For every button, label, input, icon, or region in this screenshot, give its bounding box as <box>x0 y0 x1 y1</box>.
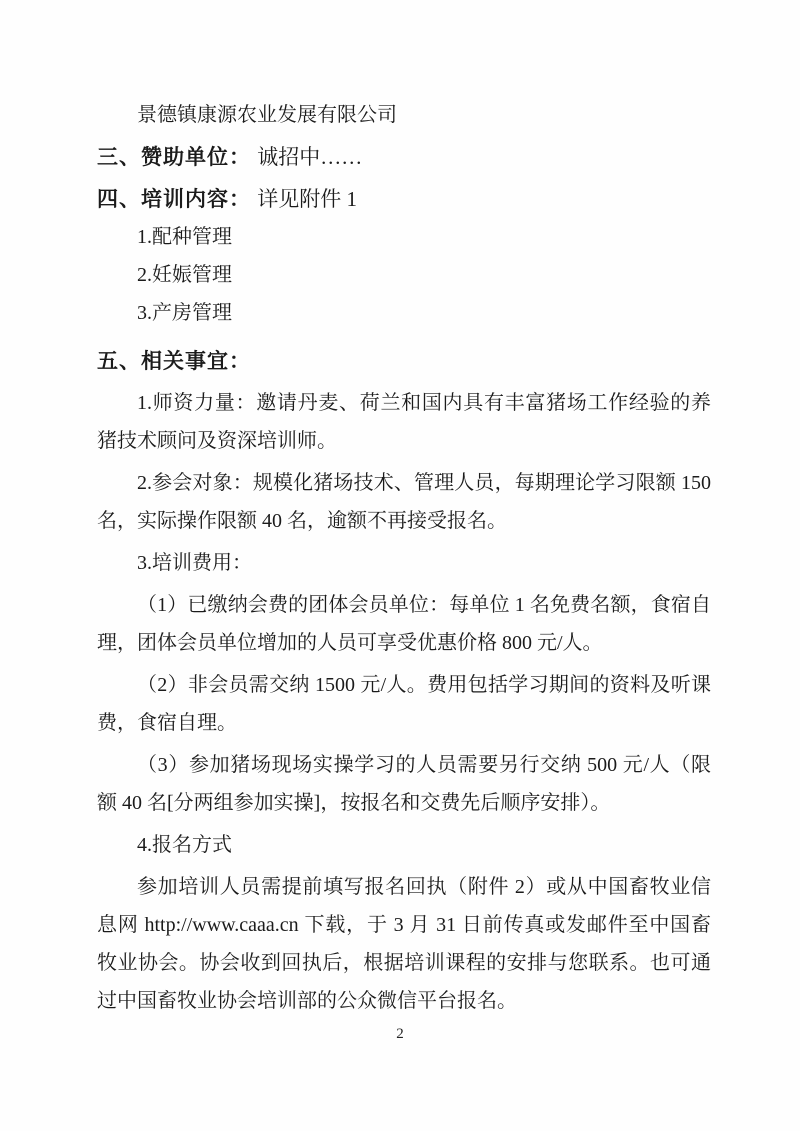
section-heading-sponsor-value: 诚招中…… <box>257 145 363 169</box>
paragraph-fee-nonmember: （2）非会员需交纳 1500 元/人。费用包括学习期间的资料及听课费，食宿自理。 <box>97 674 711 734</box>
company-name-line: 景德镇康源农业发展有限公司 <box>137 104 397 126</box>
section-heading-content <box>97 180 711 218</box>
training-content-item: 2.妊娠管理 <box>137 264 232 286</box>
paragraph-registration-detail: 参加培训人员需提前填写报名回执（附件 2）或从中国畜牧业信息网 http://www.caaa.cn 下载，于 3 月 31 日前传真或发邮件至中国畜牧业协会。协会收到回执后，根据培训课程的安排与您联系。也可通过中国畜牧业协会培训部的公众微信平台报名。 <box>97 876 711 1012</box>
section-heading-content-value: 详见附件 1 <box>257 187 358 211</box>
section-heading-sponsor-label: 三、赞助单位： <box>97 145 251 169</box>
paragraph-fee-practical: （3）参加猪场现场实操学习的人员需要另行交纳 500 元/人（限额 40 名[分两组参加实操]，按报名和交费先后顺序安排）。 <box>97 754 711 814</box>
training-content-item: 1.配种管理 <box>137 226 232 248</box>
document-content <box>97 96 711 1020</box>
section-heading-related-matters <box>97 342 711 380</box>
paragraph-registration-title: 4.报名方式 <box>137 834 232 856</box>
page-number: 2 <box>396 1026 404 1042</box>
section-heading-related-matters-label: 五、相关事宜： <box>97 349 251 373</box>
section-heading-content-label: 四、培训内容： <box>97 187 251 211</box>
paragraph-fee-member: （1）已缴纳会费的团体会员单位：每单位 1 名免费名额，食宿自理，团体会员单位增加的人员可享受优惠价格 800 元/人。 <box>97 594 711 654</box>
training-content-item: 3.产房管理 <box>137 302 232 324</box>
section-heading-sponsor <box>97 138 711 176</box>
paragraph-fees-title: 3.培训费用： <box>137 552 252 574</box>
paragraph-faculty: 1.师资力量：邀请丹麦、荷兰和国内具有丰富猪场工作经验的养猪技术顾问及资深培训师。 <box>97 392 711 452</box>
paragraph-attendees: 2.参会对象：规模化猪场技术、管理人员，每期理论学习限额 150 名，实际操作限额 40 名，逾额不再接受报名。 <box>97 472 711 532</box>
